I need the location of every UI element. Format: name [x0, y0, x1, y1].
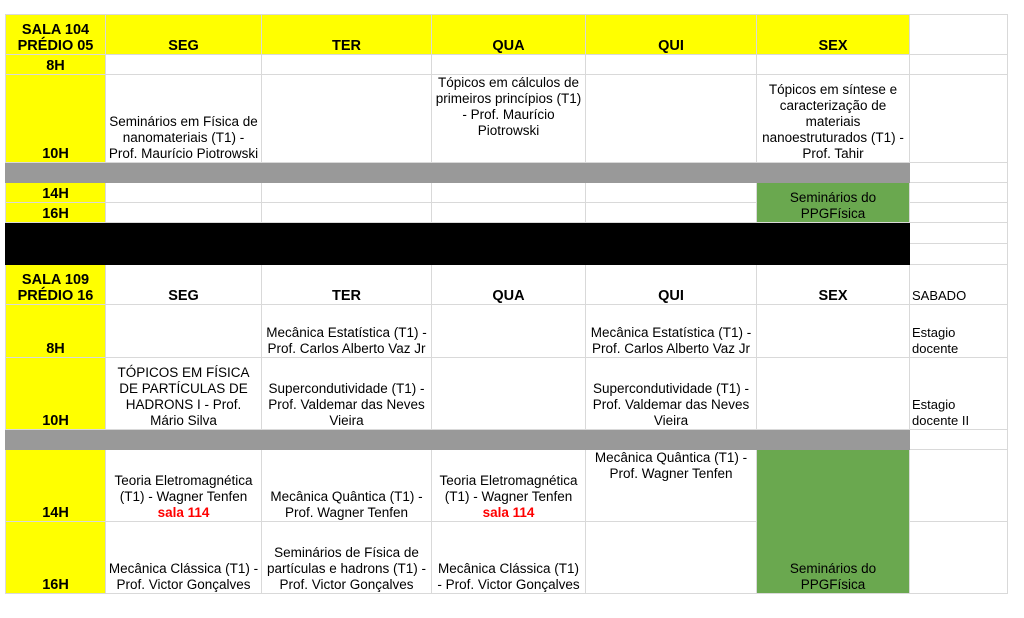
- block2-cell: [432, 305, 586, 358]
- block2-day-sabado: SABADO: [910, 265, 1008, 305]
- block1-cell: [910, 203, 1008, 223]
- block1-day-sex: SEX: [757, 15, 910, 55]
- room-note: sala 114: [482, 505, 535, 520]
- block2-qua-class: Mecânica Clássica (T1) - Prof. Victor Gonçalves: [432, 522, 586, 594]
- block1-day-seg: SEG: [106, 15, 262, 55]
- block1-day-qua: QUA: [432, 15, 586, 55]
- block1-row-8h: [6, 55, 1008, 75]
- block1-day-qui: QUI: [586, 15, 757, 55]
- block1-time-10h: 10H: [6, 75, 106, 163]
- block2-day-qui: QUI: [586, 265, 757, 305]
- block2-sex-seminar: Seminários do PPGFísica: [757, 450, 910, 594]
- block2-cell: [432, 358, 586, 430]
- block2-time-10h: 10H: [6, 358, 106, 430]
- block2-ter-class: Seminários de Física de partículas e hadrons (T1) - Prof. Victor Gonçalves: [262, 522, 432, 594]
- block2-day-ter: TER: [262, 265, 432, 305]
- gray-separator: [6, 163, 910, 183]
- block2-day-qua: QUA: [432, 265, 586, 305]
- block2-day-seg: SEG: [106, 265, 262, 305]
- block1-sex-seminar: Seminários do PPGFísica: [757, 183, 910, 223]
- block2-qui-class: Supercondutividade (T1) - Prof. Valdemar das Neves Vieira: [586, 358, 757, 430]
- block2-row-8h: [6, 305, 1008, 358]
- block2-lunch-separator: [6, 430, 1008, 450]
- class-text: Teoria Eletromagnética (T1) - Wagner Tenfen: [439, 473, 578, 504]
- block1-row-10h: [6, 75, 1008, 163]
- block-divider: [6, 223, 910, 265]
- block1-cell: [262, 75, 432, 163]
- block2-ter-class: Mecânica Quântica (T1) - Prof. Wagner Tenfen: [262, 450, 432, 522]
- block2-cell: [910, 450, 1008, 522]
- room-note: sala 114: [157, 505, 210, 520]
- divider-side-cell: [910, 223, 1008, 244]
- block2-seg-class: TÓPICOS EM FÍSICA DE PARTÍCULAS DE HADRONS I - Prof. Mário Silva: [106, 358, 262, 430]
- block2-cell: [757, 305, 910, 358]
- block1-cell: [262, 55, 432, 75]
- block1-time-8h: 8H: [6, 55, 106, 75]
- block2-seg-class: Mecânica Clássica (T1) - Prof. Victor Gonçalves: [106, 522, 262, 594]
- class-text: Teoria Eletromagnética (T1) - Wagner Tenfen: [114, 473, 253, 504]
- block2-day-sex: SEX: [757, 265, 910, 305]
- block1-cell: [910, 183, 1008, 203]
- block2-cell: [910, 430, 1008, 450]
- block2-row-14h: [6, 450, 1008, 522]
- block2-time-14h: 14H: [6, 450, 106, 522]
- block1-seg-class: Seminários em Física de nanomateriais (T1) - Prof. Maurício Piotrowski: [106, 75, 262, 163]
- block1-empty-header: [910, 15, 1008, 55]
- block1-cell: [432, 55, 586, 75]
- block2-cell: [586, 522, 757, 594]
- block2-cell: [910, 522, 1008, 594]
- block1-day-ter: TER: [262, 15, 432, 55]
- block2-building-line: PRÉDIO 16: [17, 288, 94, 304]
- block2-cell: [757, 358, 910, 430]
- block2-qua-class: [432, 450, 586, 522]
- block1-cell: [757, 55, 910, 75]
- block1-cell: [910, 163, 1008, 183]
- block1-qua-class: Tópicos em cálculos de primeiros princípios (T1) - Prof. Maurício Piotrowski: [432, 75, 586, 163]
- block2-seg-class: [106, 450, 262, 522]
- block1-room-line1: SALA 104: [21, 22, 90, 38]
- divider-row-1: [6, 223, 1008, 244]
- block1-lunch-separator: [6, 163, 1008, 183]
- block2-row-10h: [6, 358, 1008, 430]
- block2-sabado-8h: Estagio docente: [910, 305, 1008, 358]
- block1-cell: [106, 183, 262, 203]
- block1-cell: [106, 203, 262, 223]
- block2-header-row: [6, 265, 1008, 305]
- block1-cell: [586, 183, 757, 203]
- block2-ter-class: Supercondutividade (T1) - Prof. Valdemar das Neves Vieira: [262, 358, 432, 430]
- divider-side-cell: [910, 244, 1008, 265]
- block1-row-14h: [6, 183, 1008, 203]
- block1-cell: [586, 203, 757, 223]
- block1-cell: [106, 55, 262, 75]
- block2-room-line1: SALA 109: [21, 272, 90, 288]
- block2-qui-class: Mecânica Estatística (T1) - Prof. Carlos Alberto Vaz Jr: [586, 305, 757, 358]
- block2-qui-class: Mecânica Quântica (T1) - Prof. Wagner Tenfen: [586, 450, 757, 522]
- block1-header-row: [6, 15, 1008, 55]
- block1-sex-class: Tópicos em síntese e caracterização de materiais nanoestruturados (T1) - Prof. Tahir: [757, 75, 910, 163]
- block1-cell: [910, 55, 1008, 75]
- block1-cell: [432, 203, 586, 223]
- block1-cell: [586, 55, 757, 75]
- schedule-table: [5, 14, 1008, 594]
- block2-time-16h: 16H: [6, 522, 106, 594]
- block1-building-line: PRÉDIO 05: [17, 38, 94, 54]
- block1-room-label: [6, 15, 106, 55]
- block2-cell: [106, 305, 262, 358]
- gray-separator: [6, 430, 910, 450]
- block2-room-label: [6, 265, 106, 305]
- block1-cell: [432, 183, 586, 203]
- block1-cell: [586, 75, 757, 163]
- block1-cell: [910, 75, 1008, 163]
- block1-time-16h: 16H: [6, 203, 106, 223]
- block1-time-14h: 14H: [6, 183, 106, 203]
- block1-cell: [262, 203, 432, 223]
- block2-time-8h: 8H: [6, 305, 106, 358]
- block1-cell: [262, 183, 432, 203]
- block2-ter-class: Mecânica Estatística (T1) - Prof. Carlos Alberto Vaz Jr: [262, 305, 432, 358]
- block2-sabado-10h: Estagio docente II: [910, 358, 1008, 430]
